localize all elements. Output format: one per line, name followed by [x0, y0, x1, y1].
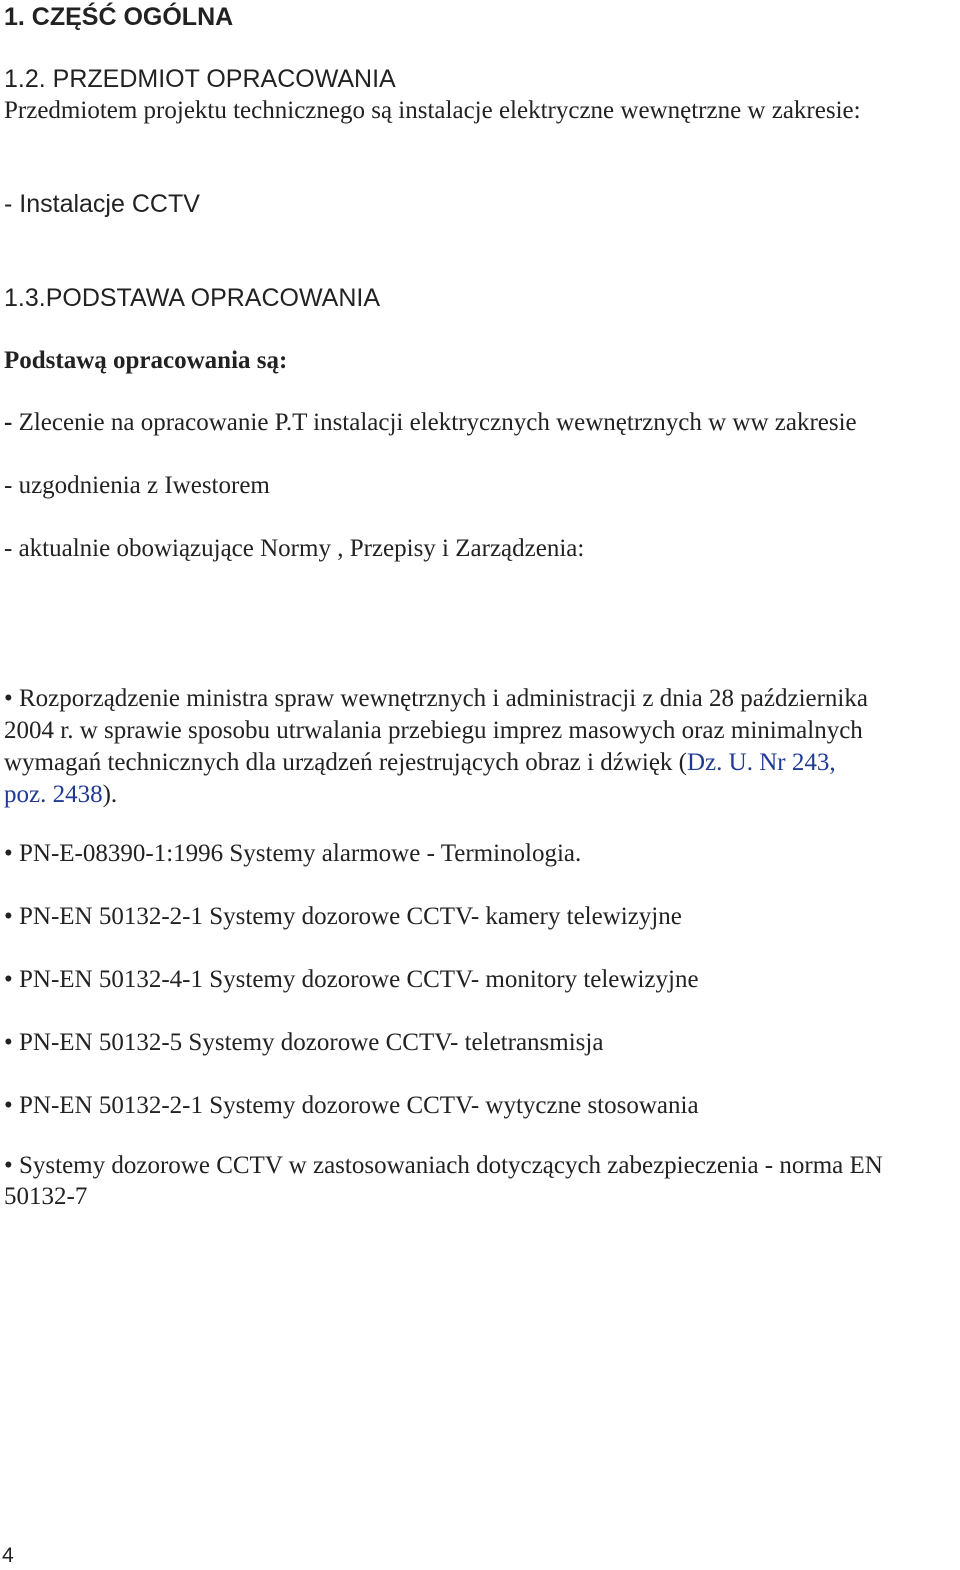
standard-item: • PN-EN 50132-2-1 Systemy dozorowe CCTV- wytyczne stosowania: [4, 1092, 699, 1119]
standard-item: • PN-E-08390-1:1996 Systemy alarmowe - Terminologia.: [4, 840, 582, 867]
standard-item: • PN-EN 50132-5 Systemy dozorowe CCTV- teletransmisja: [4, 1029, 604, 1056]
journal-reference: Dz. U. Nr 243,: [687, 749, 836, 776]
section-1-2-text: Przedmiotem projektu technicznego są instalacje elektryczne wewnętrzne w zakresie:: [4, 97, 861, 124]
basis-item-text: Zlecenie na opracowanie P.T instalacji elektrycznych wewnętrznych w ww zakresie: [12, 409, 857, 436]
regulation-paragraph: [4, 683, 954, 811]
standard-line: 50132-7: [4, 1183, 88, 1210]
regulation-text: ).: [102, 781, 118, 808]
regulation-line: [4, 747, 954, 779]
basis-item-order: [4, 408, 857, 438]
standard-item: • PN-EN 50132-4-1 Systemy dozorowe CCTV- monitory telewizyjne: [4, 966, 699, 993]
basis-item-agreements: - uzgodnienia z Iwestorem: [4, 472, 270, 499]
standard-item-last: [4, 1150, 954, 1212]
basis-item-dash: -: [4, 409, 13, 436]
section-1-2-title: 1.2. PRZEDMIOT OPRACOWANIA: [4, 65, 396, 93]
regulation-text: wymagań technicznych dla urządzeń rejestrujących obraz i dźwięk (: [4, 749, 687, 776]
section-1-3-title: 1.3.PODSTAWA OPRACOWANIA: [4, 284, 380, 312]
regulation-line: 2004 r. w sprawie sposobu utrwalania przebiegu imprez masowych oraz minimalnych: [4, 717, 863, 744]
section-1-3-subtitle: Podstawą opracowania są:: [4, 347, 288, 374]
standard-item: • PN-EN 50132-2-1 Systemy dozorowe CCTV- kamery telewizyjne: [4, 903, 682, 930]
main-heading: 1. CZĘŚĆ OGÓLNA: [4, 3, 234, 31]
standard-line: • Systemy dozorowe CCTV w zastosowaniach dotyczących zabezpieczenia - norma EN: [4, 1152, 883, 1179]
section-1-2-item: - Instalacje CCTV: [4, 190, 200, 218]
basis-item-norms: - aktualnie obowiązujące Normy , Przepisy i Zarządzenia:: [4, 535, 585, 562]
regulation-line: [4, 779, 954, 811]
regulation-line: • Rozporządzenie ministra spraw wewnętrznych i administracji z dnia 28 października: [4, 685, 868, 712]
journal-reference: poz. 2438: [4, 781, 103, 808]
page-number: 4: [2, 1544, 14, 1567]
